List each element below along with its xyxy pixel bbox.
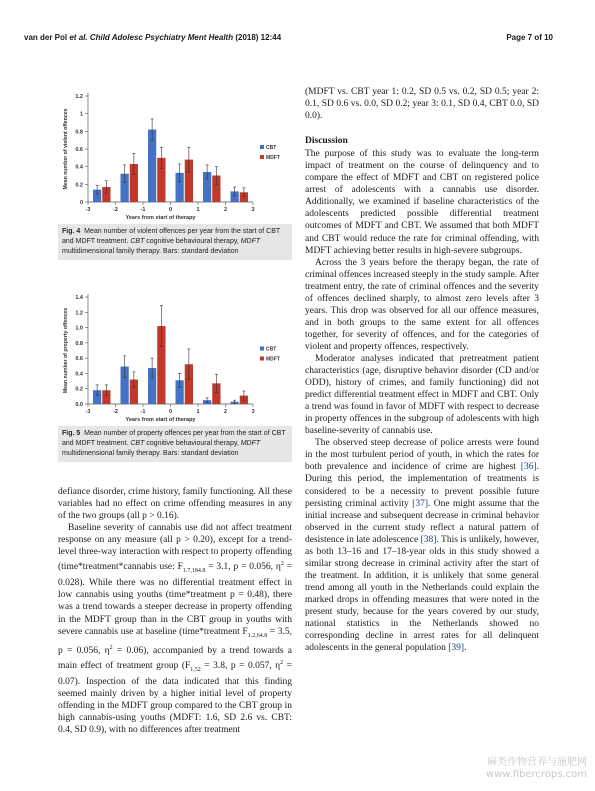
legend-label: MDFT — [266, 356, 280, 363]
citation-link[interactable]: [37] — [412, 498, 428, 509]
legend-label: CBT — [266, 346, 277, 353]
figure-4-caption: Fig. 4 Mean number of violent offences per year from the start of CBT and MDFT treatment. CBT cognitive behavioural therapy, MDFT multidimensional family therapy. Bars: standard deviation — [58, 224, 292, 260]
watermark: 麻类作物营养与施肥网 www.fibercrops.com — [485, 757, 587, 780]
y-tick-label: 0.4 — [75, 164, 83, 171]
x-tick-label: 3 — [251, 409, 255, 415]
y-tick-label: 1.4 — [75, 295, 83, 301]
legend-swatch — [260, 347, 264, 351]
y-tick-label: 0 — [79, 200, 83, 206]
x-tick-label: 1 — [196, 409, 200, 415]
x-tick-label: 0 — [168, 409, 173, 415]
y-tick-label: 0.0 — [75, 402, 83, 408]
legend-label: CBT — [266, 145, 277, 151]
x-tick-label: -3 — [85, 409, 91, 415]
y-tick-label: 0.6 — [75, 356, 83, 363]
y-axis-label: Mean number of violent offences — [63, 108, 69, 190]
y-tick-label: 0.8 — [75, 340, 83, 347]
x-tick-label: 0 — [168, 207, 173, 213]
left-column-text — [58, 486, 292, 736]
y-tick-label: 0.6 — [75, 147, 83, 153]
page-number: Page 7 of 10 — [506, 33, 553, 42]
y-tick-label: 1.2 — [75, 94, 83, 100]
right-column-text — [305, 86, 539, 654]
paragraph: The purpose of this study was to evaluate the long-term impact of treatment on the course of delinquency and to compare the effect of MDFT and CBT on registered police arrest of adolescents with a cannabis use disorder. Additionally, we examined if baseline characteristics of the adolescents predicted possible differential treatment outcomes of MDFT and CBT. We assumed that both MDFT and CBT would reduce the rate for criminal offending, with MDFT achieving better results in high-severe subgroups. — [305, 149, 539, 256]
x-tick-label: -1 — [140, 207, 146, 213]
y-tick-label: 0.4 — [75, 371, 83, 378]
paragraph: The observed steep decrease of police arrests were found in the most turbulent period of youth, in which the rates for both prevalence and incidence of crime are highest [36]. During this period, the implementation of treatments is considered to be a necessity to prevent possible future persisting criminal activity [37]. One might assume that the initial increase and subsequent decrease in criminal behavior observed in the current study reflect a natural pattern of desistence in late adolescence [38]. This is unlikely, however, as both 13–16 and 17–18-year olds in this study showed a similar strong decrease in criminal activity after the start of the treatment. In addition, it is unlikely that some general trend among all youth in the Netherlands could explain the marked drops in offending measures that were noted in the present study, because for the years covered by our study, national statistics in the Netherlands showed no corresponding decline in arrest rates for all delinquent adolescents in the general population [39]. — [305, 438, 540, 654]
citation-link[interactable]: [36] — [520, 462, 537, 473]
figure-5 — [58, 287, 292, 462]
x-axis-label: Years from start of therapy — [125, 417, 196, 423]
legend-swatch — [260, 155, 264, 159]
x-tick-label: 2 — [223, 207, 228, 213]
paragraph: defiance disorder, crime history, family functioning. All these variables had no effect on crime offending measures in any of the two groups (all p > 0.16). — [58, 487, 292, 522]
legend-label: MDFT — [266, 155, 280, 161]
paragraph: Moderator analyses indicated that pretreatment patient characteristics (age, disruptive behavior disorder (CD and/or ODD), history of crimes, and family functioning) did not predict differential treatment effect in MDFT and CBT. Only a trend was found in favor of MDFT with respect to decrease in property offences in the subgroup of adolescents with high baseline-severity of cannabis use. — [305, 353, 539, 437]
paragraph: Baseline severity of cannabis use did not affect treatment response on any measure (all p > 0.20), except for a trend-level three-way interaction with respect to property offending (time*treatment*cannabis use: $F_{1.7,184.8} = 3.1$, p = 0.056, $\eta^2 = 0.028$). While there was no differential treatment effect in low cannabis using youths (time*treatment p = 0.48), there was a trend towards a steeper decrease in property offending in the MDFT group than in the CBT group in youths with severe cannabis use at baseline (time*treatment $F_{1.2,64.8} = 3.5$, p = 0.056, $\eta^2 = 0.06$), accompanied by a trend towards a main effect of treatment group ($F_{1,52} = 3.8$, p = 0.057, $\eta^2 = 0.07$). Inspection of the data indicated that this finding seemed mainly driven by a higher initial level of property offending in the MDFT group compared to the CBT group in high cannabis-using youths (MDFT: 1.6, SD 2.6 vs. CBT: 0.4, SD 0.9), with no differences after treatment — [58, 523, 293, 735]
y-tick-label: 0.2 — [75, 386, 83, 393]
figure-5-chart — [58, 287, 292, 426]
figure-4 — [58, 86, 292, 260]
legend-swatch — [260, 357, 264, 361]
x-tick-label: 2 — [223, 409, 228, 415]
y-tick-label: 0.8 — [75, 129, 83, 136]
citation-link[interactable]: [39] — [448, 643, 465, 654]
legend-swatch — [260, 145, 264, 149]
y-tick-label: 1.0 — [75, 325, 83, 332]
paragraph: Across the 3 years before the therapy began, the rate of criminal offences increased steeply in the study sample. After treatment entry, the rate of criminal offences and the severity of offences declined sharply, to almost zero levels after 3 years. This drop was observed for all our offence measures, and in both groups to the same extent for all offences together, for severity of offences, and for the categories of violent and property offences, respectively. — [305, 257, 539, 352]
section-heading-discussion: Discussion — [305, 136, 348, 147]
x-tick-label: 1 — [196, 207, 200, 213]
figure-4-chart — [58, 86, 292, 224]
citation-link[interactable]: [38] — [420, 534, 437, 545]
x-tick-label: -2 — [113, 409, 118, 415]
paragraph: (MDFT vs. CBT year 1: 0.2, SD 0.5 vs. 0.2, SD 0.5; year 2: 0.1, SD 0.6 vs. 0.0, SD 0.2; year 3: 0.1, SD 0.4, CBT 0.0, SD 0.0). — [305, 87, 539, 122]
x-tick-label: -1 — [140, 409, 146, 415]
x-tick-label: -3 — [85, 207, 91, 213]
y-tick-label: 1.2 — [75, 310, 83, 317]
y-tick-label: 0.2 — [75, 182, 83, 189]
y-axis-label: Mean number of property offences — [63, 307, 69, 394]
figure-5-caption: Fig. 5 Mean number of property offences per year from the start of CBT and MDFT treatment. CBT cognitive behavioural therapy, MDFT multidimensional family therapy. Bars: standard deviation — [58, 426, 292, 462]
running-header-citation: van der Pol et al. Child Adolesc Psychiatry Ment Health (2018) 12:44 — [24, 33, 282, 42]
x-tick-label: -2 — [113, 207, 118, 213]
x-tick-label: 3 — [251, 207, 255, 213]
x-axis-label: Years from start of therapy — [125, 215, 196, 221]
y-tick-label: 1 — [79, 111, 83, 118]
